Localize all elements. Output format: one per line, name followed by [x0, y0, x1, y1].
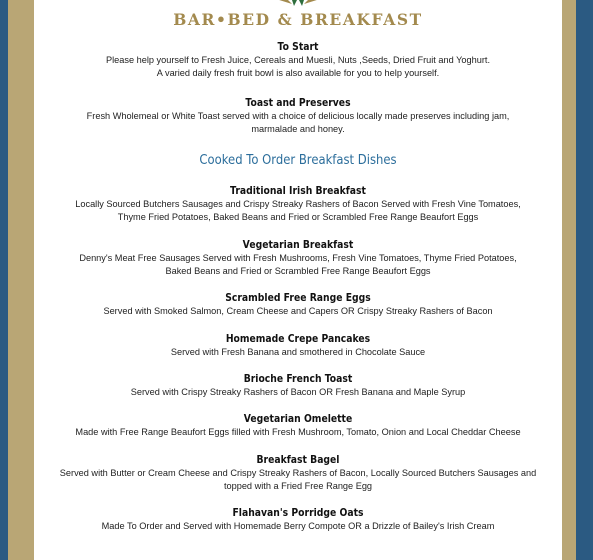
dish-french-toast	[34, 372, 562, 399]
dish-line: Baked Beans and Fried or Scrambled Free Range Beaufort Eggs	[165, 266, 431, 277]
dish-line: Served with Smoked Salmon, Cream Cheese and Capers OR Crispy Streaky Rashers of Bacon	[103, 306, 493, 317]
dish-crepe-pancakes	[34, 332, 562, 359]
logo-emblem-icon	[252, 0, 344, 8]
dish-scrambled-eggs	[34, 291, 562, 318]
dish-title: Flahavan's Porridge Oats	[232, 507, 364, 520]
dish-traditional-irish	[34, 184, 562, 225]
gold-border-right	[562, 0, 576, 560]
blue-border-left	[0, 0, 8, 560]
section-title: Toast and Preserves	[245, 96, 351, 109]
dish-title: Vegetarian Breakfast	[242, 238, 354, 251]
dish-vegetarian-omelette	[34, 412, 562, 439]
dish-porridge-oats	[34, 506, 562, 533]
section-line: Fresh Wholemeal or White Toast served with a choice of delicious locally made preserves including jam,	[86, 110, 510, 121]
dish-line: Served with Butter or Cream Cheese and Crispy Streaky Rashers of Bacon, Locally Sourced Butchers Sausages and	[59, 467, 537, 478]
dish-line: Made To Order and Served with Homemade Berry Compote OR a Drizzle of Bailey's Irish Cream	[101, 521, 495, 532]
section-line: A varied daily fresh fruit bowl is also available for you to help yourself.	[156, 68, 440, 79]
dish-title: Scrambled Free Range Eggs	[225, 292, 371, 305]
dish-line: Locally Sourced Butchers Sausages and Crispy Streaky Rashers of Bacon Served with Fresh Vine Tomatoes,	[75, 199, 521, 210]
dish-line: Served with Fresh Banana and smothered in Chocolate Sauce	[170, 346, 426, 357]
section-line: marmalade and honey.	[251, 123, 345, 134]
dish-title: Vegetarian Omelette	[243, 413, 353, 426]
section-title: To Start	[277, 41, 319, 53]
dish-line: topped with a Fried Free Range Egg	[223, 480, 373, 491]
dish-title: Traditional Irish Breakfast	[230, 185, 366, 198]
dish-vegetarian-breakfast	[34, 238, 562, 279]
brand-name: BAR•BED & BREAKFAST	[173, 10, 423, 29]
menu-content	[34, 40, 562, 533]
header	[34, 0, 562, 30]
dish-line: Thyme Fried Potatoes, Baked Beans and Fried or Scrambled Free Range Beaufort Eggs	[117, 212, 479, 223]
menu-page	[34, 0, 562, 560]
dish-line: Made with Free Range Beaufort Eggs filled with Fresh Mushroom, Tomato, Onion and Local Cheddar Cheese	[75, 427, 521, 438]
cooked-heading: Cooked To Order Breakfast Dishes	[199, 152, 397, 169]
dish-title: Breakfast Bagel	[256, 453, 340, 466]
dish-breakfast-bagel	[34, 453, 562, 494]
dish-line: Denny's Meat Free Sausages Served with Fresh Mushrooms, Fresh Vine Tomatoes, Thyme Fried Potatoes,	[79, 252, 517, 263]
dish-title: Brioche French Toast	[243, 372, 353, 385]
dish-line: Served with Crispy Streaky Rashers of Bacon OR Fresh Banana and Maple Syrup	[130, 386, 466, 397]
section-line: Please help yourself to Fresh Juice, Cereals and Muesli, Nuts ,Seeds, Dried Fruit and Yoghurt.	[105, 55, 491, 65]
dish-title: Homemade Crepe Pancakes	[225, 332, 371, 345]
section-to-start	[34, 40, 562, 81]
section-toast	[34, 96, 562, 137]
